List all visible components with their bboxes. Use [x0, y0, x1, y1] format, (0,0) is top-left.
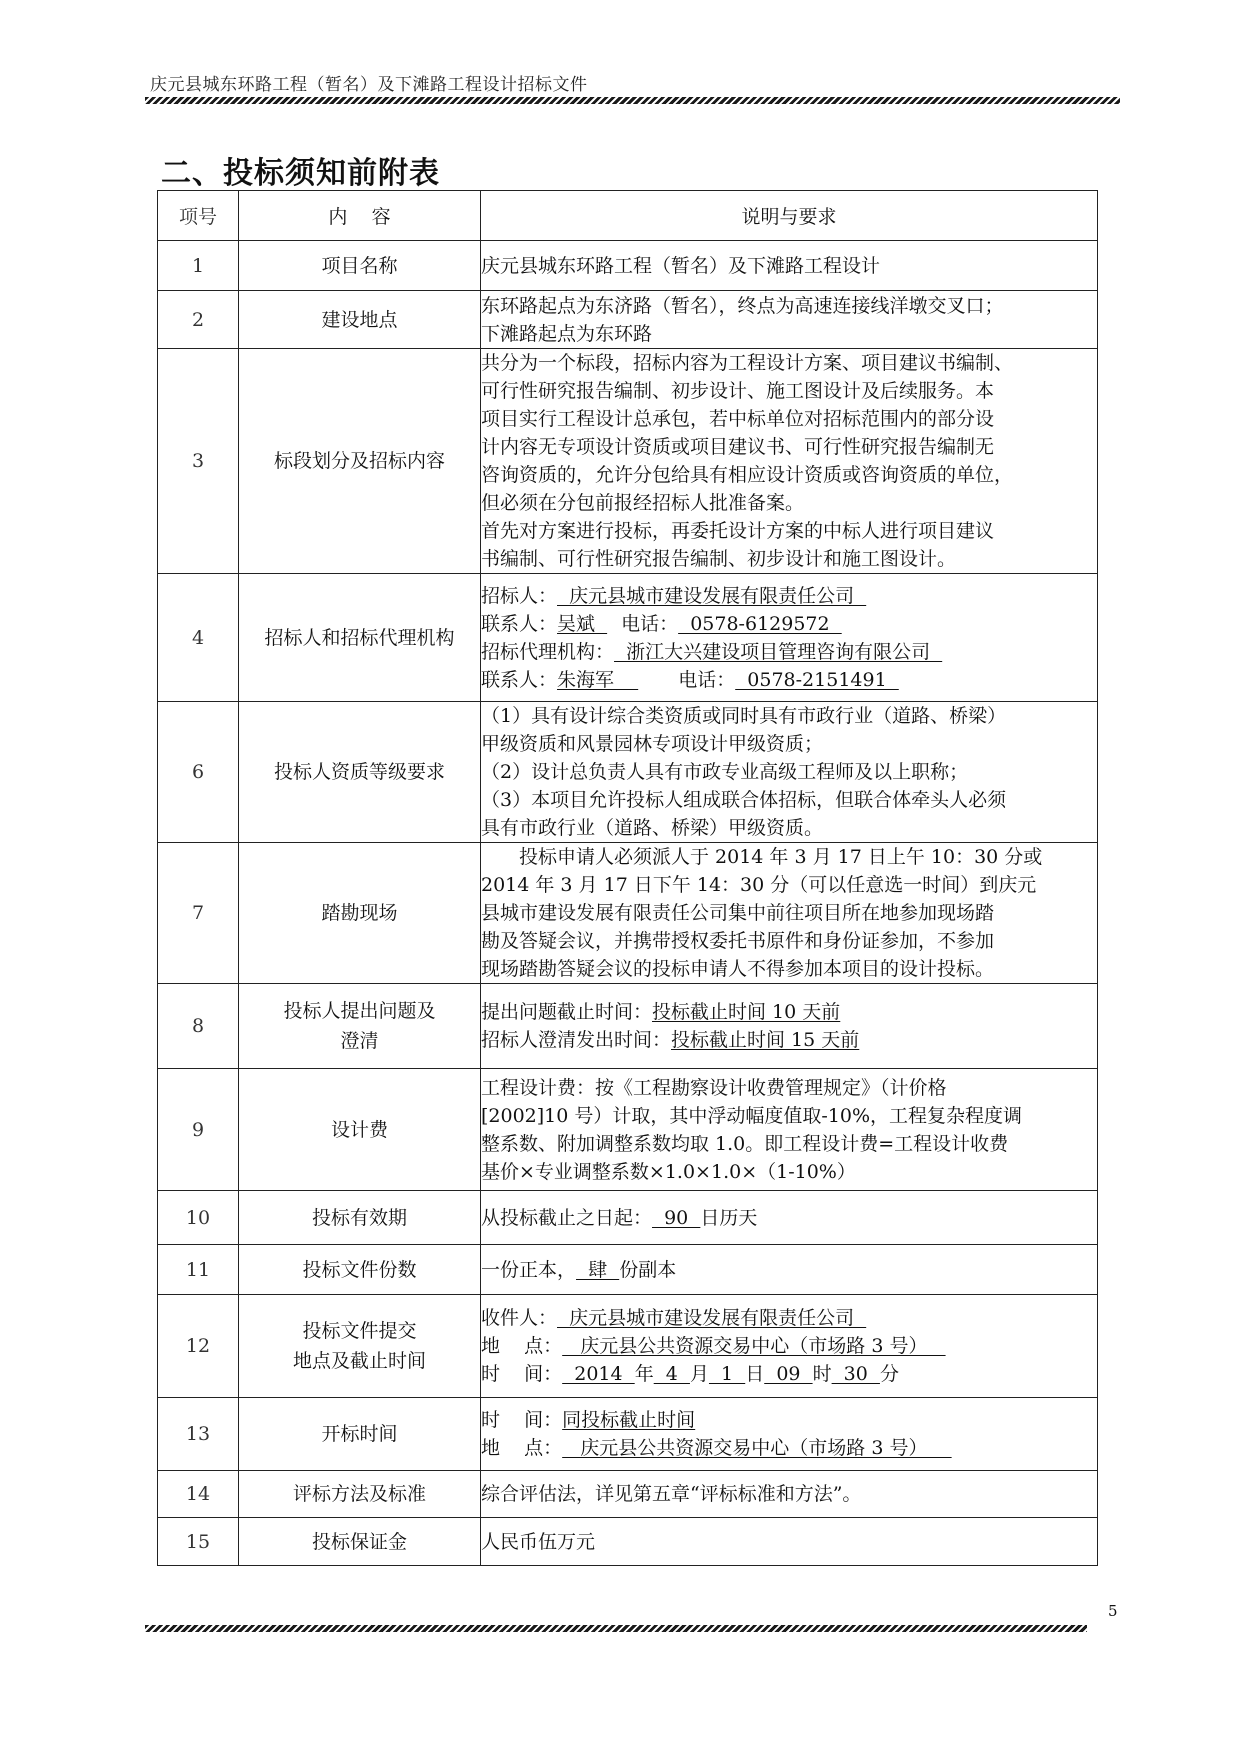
description-line: 人民币伍万元: [481, 1530, 596, 1553]
place-label: 地 点：: [481, 1335, 563, 1357]
row-number: 8: [158, 984, 239, 1069]
tenderer-label: 招标人：: [481, 584, 558, 607]
agency-value: 浙江大兴建设项目管理咨询有限公司: [614, 640, 943, 663]
row-description: [481, 291, 1098, 349]
minute-unit: 分: [879, 1363, 899, 1385]
table-row: [158, 843, 1098, 984]
row-description: [481, 1471, 1098, 1518]
opening-time-value: 同投标截止时间: [562, 1409, 696, 1431]
day-unit: 日: [745, 1363, 765, 1385]
description-line: 下滩路起点为东环路: [481, 322, 653, 345]
place-line: [481, 1332, 1097, 1360]
row-number: 13: [158, 1398, 239, 1471]
table-header-row: [158, 191, 1098, 241]
row-description: [481, 1398, 1098, 1471]
row-number: 2: [158, 291, 239, 349]
agency-line: [481, 638, 1097, 666]
opening-place-line: [481, 1434, 1097, 1462]
agency-label: 招标代理机构：: [481, 640, 615, 663]
table-row: [158, 1398, 1098, 1471]
row-description: [481, 984, 1098, 1069]
row-number: 15: [158, 1518, 239, 1566]
table-row: [158, 291, 1098, 349]
row-description: [481, 1069, 1098, 1191]
validity-suffix: 日历天: [700, 1206, 758, 1229]
table-row: [158, 1245, 1098, 1295]
table-row: [158, 984, 1098, 1069]
row-item: 设计费: [239, 1069, 481, 1191]
question-deadline-line: [481, 998, 1097, 1026]
row-description: [481, 241, 1098, 291]
description-line: 2014 年 3 月 17 日下午 14：30 分（可以任意选一时间）到庆元: [481, 874, 1037, 896]
tenderer-line: [481, 582, 1097, 610]
opening-place-label: 地 点：: [481, 1437, 563, 1459]
row-description: [481, 1518, 1098, 1566]
contact-label: 联系人：: [481, 612, 558, 635]
opening-place-value: 庆元县公共资源交易中心（市场路 3 号）: [562, 1437, 952, 1459]
day-value: 1: [708, 1363, 746, 1385]
table-row: [158, 1471, 1098, 1518]
contact-line: [481, 610, 1097, 638]
description-line: 具有市政行业（道路、桥梁）甲级资质。: [481, 817, 824, 839]
description-line: 东环路起点为东济路（暂名），终点为高速连接线洋墩交叉口；: [481, 294, 1004, 317]
phone-value: 0578-6129572: [678, 612, 842, 635]
section-title: 二、投标须知前附表: [161, 156, 440, 191]
description-line: （2）设计总负责人具有市政专业高级工程师及以上职称；: [481, 761, 969, 783]
row-item: 开标时间: [239, 1398, 481, 1471]
row-description: [481, 843, 1098, 984]
description-line: 整系数、附加调整系数均取 1.0。即工程设计费=工程设计收费: [481, 1132, 1009, 1155]
row-item: 投标有效期: [239, 1191, 481, 1245]
month-unit: 月: [689, 1363, 709, 1385]
item-line: 投标人提出问题及: [283, 1000, 436, 1022]
row-number: 6: [158, 702, 239, 843]
row-item: [239, 1295, 481, 1398]
row-item: 投标保证金: [239, 1518, 481, 1566]
row-description: [481, 349, 1098, 574]
item-line: 地点及截止时间: [292, 1350, 426, 1372]
year-unit: 年: [634, 1363, 654, 1385]
description-line: 综合评估法，详见第五章“评标标准和方法”。: [481, 1483, 862, 1505]
table-row: [158, 574, 1098, 702]
footer-hatched-rule: [145, 1625, 1087, 1632]
description-line: 勘及答疑会议，并携带授权委托书原件和身份证参加，不参加: [481, 930, 995, 952]
opening-time-line: [481, 1406, 1097, 1434]
row-description: [481, 1191, 1098, 1245]
description-line: 书编制、可行性研究报告编制、初步设计和施工图设计。: [481, 548, 957, 570]
row-item: 踏勘现场: [239, 843, 481, 984]
row-number: 3: [158, 349, 239, 574]
deadline-line: [481, 1360, 1097, 1388]
row-item: 项目名称: [239, 241, 481, 291]
phone-value: 0578-2151491: [735, 668, 899, 691]
time-label: 时 间：: [481, 1363, 563, 1385]
clarification-label: 招标人澄清发出时间：: [481, 1029, 672, 1051]
description-line: 咨询资质的，允许分包给具有相应设计资质或咨询资质的单位，: [481, 464, 1014, 486]
document-header-title: 庆元县城东环路工程（暂名）及下滩路工程设计招标文件: [150, 75, 588, 95]
row-description: [481, 574, 1098, 702]
description-line: 基价×专业调整系数×1.0×1.0×（1-10%）: [481, 1160, 856, 1183]
description-line: （3）本项目允许投标人组成联合体招标，但联合体牵头人必须: [481, 789, 1007, 811]
description-line: [2002]10 号）计取，其中浮动幅度值取-10%，工程复杂程度调: [481, 1104, 1023, 1127]
row-description: [481, 1245, 1098, 1295]
description-line: 现场踏勘答疑会议的投标申请人不得参加本项目的设计投标。: [481, 958, 995, 980]
row-number: 4: [158, 574, 239, 702]
recipient-label: 收件人：: [481, 1307, 558, 1329]
tenderer-value: 庆元县城市建设发展有限责任公司: [557, 584, 867, 607]
row-number: 14: [158, 1471, 239, 1518]
contact-label: 联系人：: [481, 668, 558, 691]
row-number: 7: [158, 843, 239, 984]
question-deadline-value: 投标截止时间 10 天前: [652, 1001, 841, 1023]
phone-label: 电话：: [621, 612, 679, 635]
item-line: 投标文件提交: [302, 1320, 417, 1342]
question-deadline-label: 提出问题截止时间：: [481, 1001, 653, 1023]
description-line: 工程设计费：按《工程勘察设计收费管理规定》（计价格: [481, 1076, 947, 1099]
year-value: 2014: [562, 1363, 635, 1385]
header-item-number: 项号: [158, 191, 239, 241]
description-line: 投标申请人必须派人于 2014 年 3 月 17 日上午 10：30 分或: [519, 846, 1043, 868]
header-description: 说明与要求: [481, 191, 1098, 241]
description-line: 项目实行工程设计总承包，若中标单位对招标范围内的部分设: [481, 408, 995, 430]
clarification-value: 投标截止时间 15 天前: [671, 1029, 860, 1051]
row-number: 1: [158, 241, 239, 291]
copies-value: 肆: [576, 1258, 620, 1281]
opening-time-label: 时 间：: [481, 1409, 563, 1431]
description-line: 县城市建设发展有限责任公司集中前往项目所在地参加现场踏: [481, 902, 995, 924]
place-value: 庆元县公共资源交易中心（市场路 3 号）: [562, 1335, 946, 1357]
row-item: [239, 984, 481, 1069]
minute-value: 30: [831, 1363, 880, 1385]
table-row: [158, 349, 1098, 574]
phone-label: 电话：: [678, 668, 736, 691]
clarification-line: [481, 1026, 1097, 1054]
table-row: [158, 1069, 1098, 1191]
header-hatched-rule: [145, 97, 1120, 104]
description-line: （1）具有设计综合类资质或同时具有市政行业（道路、桥梁）: [481, 705, 1007, 727]
description-line: 共分为一个标段，招标内容为工程设计方案、项目建议书编制、: [481, 352, 1014, 374]
description-line: 但必须在分包前报经招标人批准备案。: [481, 492, 805, 514]
contact-value: 吴斌: [557, 612, 608, 635]
row-item: 投标文件份数: [239, 1245, 481, 1295]
row-item: 建设地点: [239, 291, 481, 349]
recipient-value: 庆元县城市建设发展有限责任公司: [557, 1307, 867, 1329]
row-number: 11: [158, 1245, 239, 1295]
contact-line: [481, 666, 1097, 694]
copies-suffix: 份副本: [619, 1258, 677, 1281]
recipient-line: [481, 1304, 1097, 1332]
row-item: 评标方法及标准: [239, 1471, 481, 1518]
row-description: [481, 702, 1098, 843]
row-item: 投标人资质等级要求: [239, 702, 481, 843]
hour-unit: 时: [812, 1363, 832, 1385]
table-row: [158, 241, 1098, 291]
description-line: 首先对方案进行投标，再委托设计方案的中标人进行项目建议: [481, 520, 995, 542]
tender-instructions-table: [157, 190, 1098, 1566]
description-line: 庆元县城东环路工程（暂名）及下滩路工程设计: [481, 254, 881, 277]
hour-value: 09: [764, 1363, 813, 1385]
contact-value: 朱海军: [557, 668, 639, 691]
page-number: 5: [1108, 1602, 1118, 1620]
row-item: 招标人和招标代理机构: [239, 574, 481, 702]
table-row: [158, 702, 1098, 843]
description-line: 甲级资质和风景园林专项设计甲级资质；: [481, 733, 824, 755]
row-number: 10: [158, 1191, 239, 1245]
copies-prefix: 一份正本，: [481, 1258, 577, 1281]
validity-value: 90: [652, 1206, 701, 1229]
header-content: 内 容: [239, 191, 481, 241]
row-number: 9: [158, 1069, 239, 1191]
validity-prefix: 从投标截止之日起：: [481, 1206, 653, 1229]
item-line: 澄清: [340, 1030, 379, 1052]
month-value: 4: [653, 1363, 690, 1385]
description-line: 计内容无专项设计资质或项目建议书、可行性研究报告编制无: [481, 436, 995, 458]
row-number: 12: [158, 1295, 239, 1398]
description-line: 可行性研究报告编制、初步设计、施工图设计及后续服务。本: [481, 380, 995, 402]
table-row: [158, 1191, 1098, 1245]
table-row: [158, 1518, 1098, 1566]
table-row: [158, 1295, 1098, 1398]
row-item: 标段划分及招标内容: [239, 349, 481, 574]
row-description: [481, 1295, 1098, 1398]
